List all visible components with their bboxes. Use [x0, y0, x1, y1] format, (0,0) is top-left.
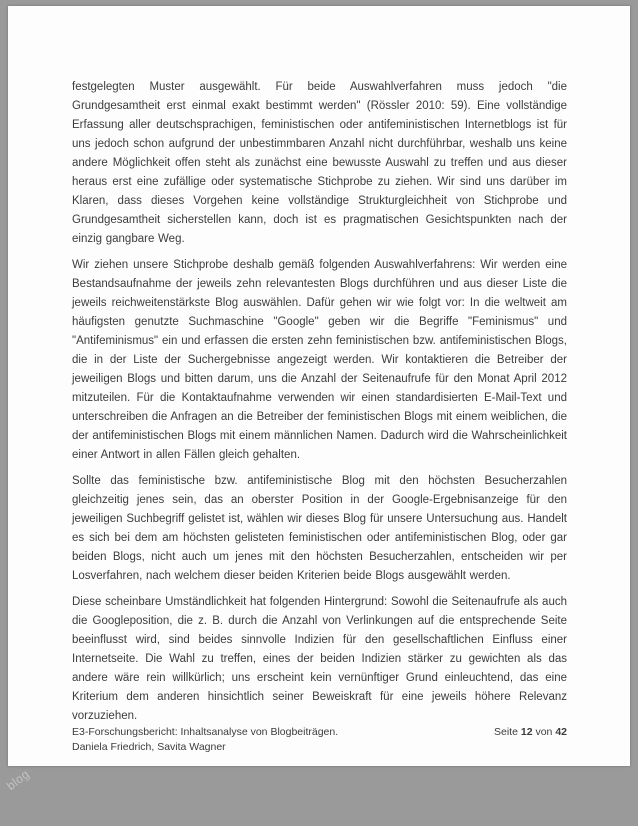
page-indicator-prefix: Seite	[494, 726, 521, 738]
document-page	[8, 6, 630, 766]
footer-authors: Daniela Friedrich, Savita Wagner	[72, 741, 226, 753]
page-indicator-separator: von	[532, 726, 556, 738]
page-body	[72, 78, 567, 733]
page-number: 12	[520, 726, 533, 738]
page-footer	[72, 725, 567, 755]
watermark-text: blog	[4, 766, 33, 794]
paragraph: festgelegten Muster ausgewählt. Für beide Auswahlverfahren muss jedoch "die Grundgesamtheit erst einmal exakt bestimmt werden" (Rössler 2010: 59). Eine vollständige Erfassung aller deutschsprachigen, feministischen oder antifeministischen Internetblogs ist für uns jedoch schon aufgrund der unbestimmbaren Anzahl nicht durchführbar, weshalb uns keine andere Möglichkeit offen steht als zunächst eine bewusste Auswahl zu treffen und aus dieser heraus erst eine zufällige oder systematische Stichprobe zu ziehen. Wir sind uns darüber im Klaren, dass dieses Vorgehen keine vollständige Strukturgleichheit von Stichprobe und Grundgesamtheit sicherstellen kann, doch ist es pragmatischen Gesichtspunkten nach der einzig gangbare Weg.	[72, 81, 567, 245]
page-total: 42	[555, 726, 567, 738]
page-indicator	[494, 725, 567, 740]
paragraph: Diese scheinbare Umständlichkeit hat folgenden Hintergrund: Sowohl die Seitenaufrufe als auch die Googleposition, die z. B. durch die Anzahl von Verlinkungen auf die entsprechende Seite beeinflusst wird, sind beides sinnvolle Indizien für den gesellschaftlichen Einfluss einer Internetseite. Die Wahl zu treffen, eines der beiden Indizien stärker zu gewichten als das andere wäre rein willkürlich; uns erscheint kein vernünftiger Grund einleuchtend, das eine Kriterium dem anderen hinsichtlich seiner Beweiskraft für eine jeweils höhere Relevanz vorzuziehen.	[72, 596, 567, 722]
paragraph: Sollte das feministische bzw. antifeministische Blog mit den höchsten Besucherzahlen gleichzeitig jenes sein, das an oberster Position in der Google-Ergebnisanzeige für den jeweiligen Suchbegriff gelistet ist, wählen wir dieses Blog für unsere Untersuchung aus. Handelt es sich bei dem am höchsten gelisteten feministischen oder antifeministischen Blog, oder gar beiden Blogs, nicht auch um jenes mit den höchsten Besucherzahlen, entscheiden wir per Losverfahren, nach welchem dieser beiden Kriterien beide Blogs ausgewählt werden.	[72, 475, 567, 582]
paragraph: Wir ziehen unsere Stichprobe deshalb gemäß folgenden Auswahlverfahrens: Wir werden eine Bestandsaufnahme der jeweils zehn relevantesten Blogs durchführen und aus dieser Liste die jeweils reichweitenstärkste Blog auswählen. Dafür gehen wir wie folgt vor: In die weltweit am häufigsten genutzte Suchmaschine "Google" geben wir die Begriffe "Feminismus" und "Antifeminismus" ein und erfassen die ersten zehn feministischen bzw. antifeministischen Blogs, die in der Liste der Suchergebnisse angezeigt werden. Wir kontaktieren die Betreiber der jeweiligen Blogs und bitten darum, uns die Anzahl der Seitenaufrufe für den Monat April 2012 mitzuteilen. Für die Kontaktaufnahme verwenden wir einen standardisierten E-Mail-Text und unterschreiben die Anfragen an die Betreiber der feministischen Blogs mit einem weiblichen, die der antifeministischen Blogs mit einem männlichen Namen. Dadurch wird die Wahrscheinlichkeit einer Antwort in allen Fällen gleich gehalten.	[72, 259, 567, 461]
footer-report-title: E3-Forschungsbericht: Inhaltsanalyse von Blogbeiträgen.	[72, 726, 339, 738]
